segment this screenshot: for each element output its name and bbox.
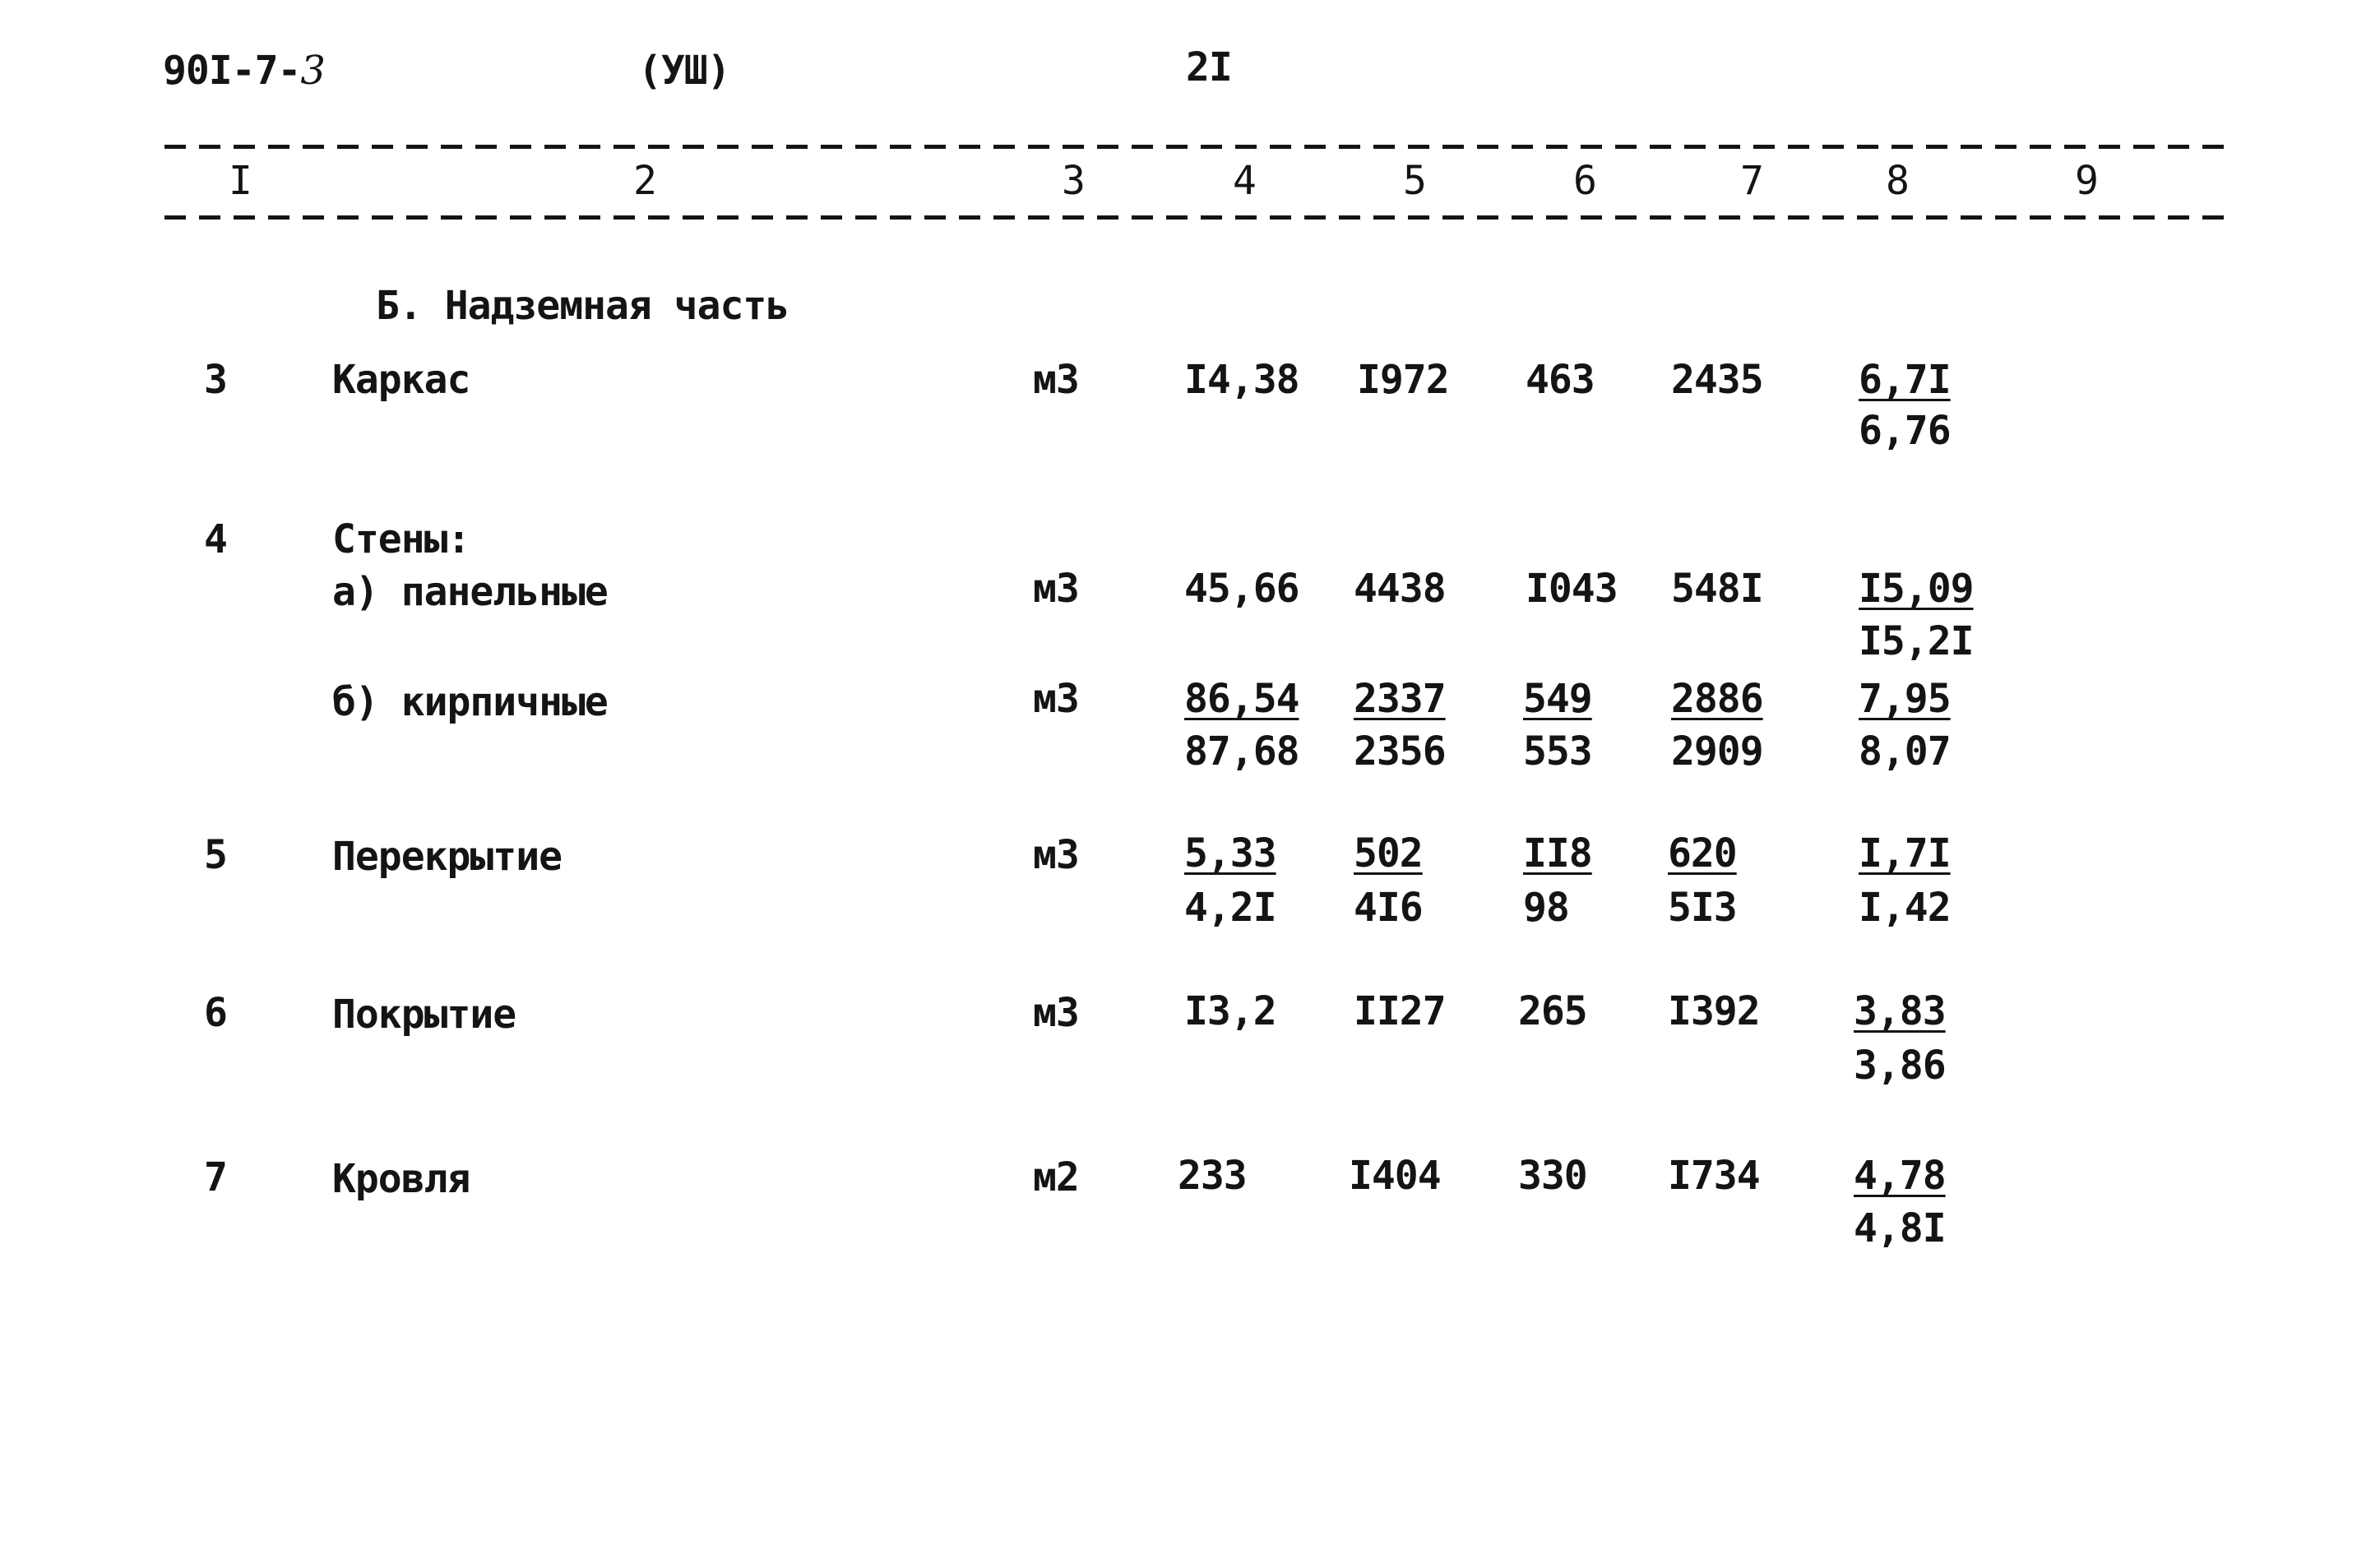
cell-col8-numerator: 4,78 — [1854, 1153, 1946, 1199]
cell-col7-numerator: 620 — [1668, 830, 1737, 876]
cell-col4: 45,66 — [1184, 566, 1299, 612]
col-header-5: 5 — [1403, 158, 1426, 204]
cell-col7-denominator: 2909 — [1671, 728, 1763, 775]
cell-col8-denominator: I5,2I — [1859, 618, 1974, 664]
document-code-handwritten-digit: 3 — [300, 48, 325, 94]
cell-col5-denominator: 4I6 — [1354, 885, 1423, 931]
cell-col8-denominator: I,42 — [1859, 885, 1951, 931]
col-header-3: 3 — [1062, 158, 1085, 204]
cell-col5-denominator: 2356 — [1354, 728, 1446, 775]
cell-col8-numerator: I,7I — [1859, 830, 1951, 876]
row-name: б) кирпичные — [332, 679, 608, 725]
row-number: 7 — [204, 1154, 227, 1200]
series-label: (УШ) — [638, 48, 730, 94]
row-number: 6 — [204, 990, 227, 1036]
cell-col4: I4,38 — [1184, 357, 1299, 403]
cell-col7: 2435 — [1671, 357, 1763, 403]
cell-col8-denominator: 4,8I — [1854, 1205, 1946, 1251]
cell-col8-numerator: 3,83 — [1854, 988, 1946, 1034]
cell-col8-denominator: 3,86 — [1854, 1043, 1946, 1089]
cell-col7: I734 — [1668, 1153, 1760, 1199]
cell-col6: 265 — [1518, 988, 1587, 1034]
row-name: Стены: — [332, 516, 470, 562]
row-unit: м3 — [1033, 990, 1079, 1036]
cell-col8-numerator: I5,09 — [1859, 566, 1974, 612]
page-number: 2I — [1186, 44, 1232, 90]
cell-col5-numerator: 502 — [1354, 830, 1423, 876]
section-title: Б. Надземная часть — [376, 283, 789, 329]
cell-col8-denominator: 8,07 — [1859, 728, 1951, 775]
cell-col4: 233 — [1178, 1153, 1247, 1199]
cell-col7: 548I — [1671, 566, 1763, 612]
row-unit: м3 — [1033, 832, 1079, 878]
cell-col6-denominator: 98 — [1523, 885, 1569, 931]
cell-col4-denominator: 4,2I — [1184, 885, 1276, 931]
cell-col5: 4438 — [1354, 566, 1446, 612]
cell-col8-numerator: 6,7I — [1859, 357, 1951, 403]
row-name: Покрытие — [332, 992, 516, 1038]
header-bottom-rule — [164, 215, 2237, 220]
row-name: Каркас — [332, 357, 470, 403]
header-top-rule — [164, 145, 2237, 149]
row-number: 3 — [204, 357, 227, 403]
cell-col4-denominator: 87,68 — [1184, 728, 1299, 775]
cell-col6: 330 — [1518, 1153, 1587, 1199]
row-unit: м3 — [1033, 676, 1079, 722]
row-name: Перекрытие — [332, 834, 562, 880]
col-header-1: I — [229, 158, 252, 204]
cell-col4-numerator: 5,33 — [1184, 830, 1276, 876]
cell-col5: I972 — [1357, 357, 1449, 403]
row-number: 4 — [204, 516, 227, 562]
row-name: Кровля — [332, 1156, 470, 1202]
cell-col5: I404 — [1349, 1153, 1441, 1199]
document-code-prefix: 90I-7- — [163, 48, 301, 94]
cell-col7-numerator: 2886 — [1671, 676, 1763, 722]
col-header-2: 2 — [633, 158, 656, 204]
col-header-6: 6 — [1573, 158, 1596, 204]
cell-col6-numerator: II8 — [1523, 830, 1592, 876]
cell-col5: II27 — [1354, 988, 1446, 1034]
col-header-9: 9 — [2075, 158, 2098, 204]
cell-col7-denominator: 5I3 — [1668, 885, 1737, 931]
document-code — [163, 48, 325, 94]
cell-col8-numerator: 7,95 — [1859, 676, 1951, 722]
cell-col8-denominator: 6,76 — [1859, 408, 1951, 454]
cell-col7: I392 — [1668, 988, 1760, 1034]
cell-col4: I3,2 — [1184, 988, 1276, 1034]
row-name: а) панельные — [332, 569, 608, 615]
row-unit: м2 — [1033, 1154, 1079, 1200]
col-header-7: 7 — [1740, 158, 1763, 204]
cell-col6: I043 — [1526, 566, 1618, 612]
cell-col6-numerator: 549 — [1523, 676, 1592, 722]
col-header-8: 8 — [1886, 158, 1909, 204]
cell-col6-denominator: 553 — [1523, 728, 1592, 775]
row-unit: м3 — [1033, 357, 1079, 403]
cell-col4-numerator: 86,54 — [1184, 676, 1299, 722]
row-unit: м3 — [1033, 566, 1079, 612]
cell-col6: 463 — [1526, 357, 1595, 403]
cell-col5-numerator: 2337 — [1354, 676, 1446, 722]
row-number: 5 — [204, 832, 227, 878]
col-header-4: 4 — [1233, 158, 1256, 204]
